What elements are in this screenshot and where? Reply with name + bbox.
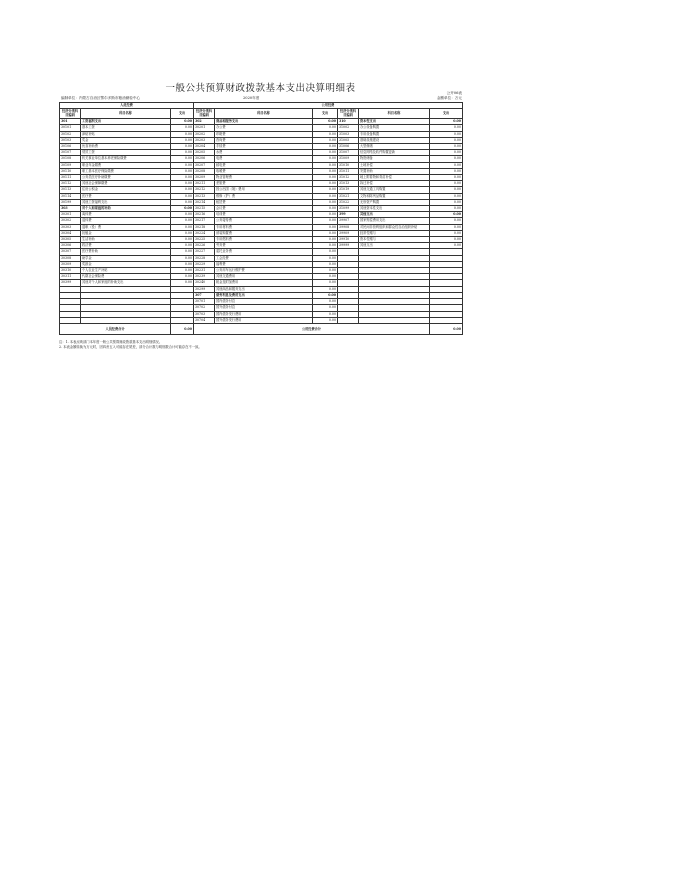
cell-code: 30702 — [194, 305, 215, 311]
cell-code: 31021 — [338, 193, 359, 199]
cell-amount: 0.00 — [171, 268, 194, 274]
cell-code: 30307 — [60, 249, 81, 255]
cell-code: 30224 — [194, 230, 215, 236]
cell-name: 办公费 — [215, 125, 313, 131]
cell-amount: 0.00 — [313, 144, 338, 150]
cell-name: 维修（护）费 — [215, 193, 313, 199]
cell-name: 会议费 — [215, 206, 313, 212]
cell-code: 30239 — [194, 274, 215, 280]
cell-code: 30240 — [194, 280, 215, 286]
cell-name: 退休费 — [81, 218, 171, 224]
cell-code: 30311 — [60, 274, 81, 280]
cell-amount: 0.00 — [171, 150, 194, 156]
cell-amount: 0.00 — [430, 181, 463, 187]
cell-amount: 0.00 — [171, 224, 194, 230]
cell-code: 30299 — [194, 286, 215, 292]
cell-name: 其他支出 — [359, 243, 430, 249]
cell-amount: 0.00 — [171, 144, 194, 150]
cell-amount: 0.00 — [313, 175, 338, 181]
cell-code: 30302 — [60, 218, 81, 224]
cell-amount: 0.00 — [313, 243, 338, 249]
cell-amount: 0.00 — [313, 193, 338, 199]
cell-name: 对个人和家庭的补助 — [81, 206, 171, 212]
cell-name: 医疗费补助 — [81, 249, 171, 255]
cell-amount: 0.00 — [313, 181, 338, 187]
cell-amount: 0.00 — [313, 119, 338, 125]
cell-amount: 0.00 — [430, 156, 463, 162]
total-row — [60, 323, 463, 334]
cell-name: 经常性赠与 — [359, 230, 430, 236]
cell-name: 物业管理费 — [215, 175, 313, 181]
cell-amount: 0.00 — [171, 181, 194, 187]
cell-code: 30212 — [194, 187, 215, 193]
cell-code: 30207 — [194, 162, 215, 168]
cell-amount: 0.00 — [171, 237, 194, 243]
cell-code: 30103 — [60, 137, 81, 143]
cell-code: 30106 — [60, 144, 81, 150]
cell-name: 机关事业单位基本养老保险缴费 — [81, 156, 171, 162]
col-code-header: 经济分类科目编码 — [338, 109, 359, 119]
cell-amount: 0.00 — [313, 286, 338, 292]
col-code-header: 经济分类科目编码 — [194, 109, 215, 119]
cell-amount: 0.00 — [313, 268, 338, 274]
cell-code: 30112 — [60, 181, 81, 187]
cell-amount: 0.00 — [313, 230, 338, 236]
cell-code: 30225 — [194, 237, 215, 243]
cell-name: 其他社会保障缴费 — [81, 181, 171, 187]
cell-amount: 0.00 — [430, 224, 463, 230]
cell-name: 奖励金 — [81, 261, 171, 267]
cell-amount: 0.00 — [430, 162, 463, 168]
cell-code: 30308 — [60, 255, 81, 261]
cell-amount: 0.00 — [313, 212, 338, 218]
cell-name: 医疗费 — [81, 193, 171, 199]
cell-code: 31006 — [338, 144, 359, 150]
cell-amount: 0.00 — [171, 212, 194, 218]
cell-code: 30213 — [194, 193, 215, 199]
table-body — [60, 119, 463, 324]
cell-code: 30304 — [60, 230, 81, 236]
cell-code: 310 — [338, 119, 359, 125]
cell-amount: 0.00 — [313, 237, 338, 243]
cell-code: 30301 — [60, 212, 81, 218]
cell-amount: 0.00 — [171, 131, 194, 137]
cell-code: 30111 — [60, 175, 81, 181]
cell-amount: 0.00 — [313, 137, 338, 143]
cell-name: 专用材料费 — [215, 224, 313, 230]
cell-name: 基本工资 — [81, 125, 171, 131]
cell-amount: 0.00 — [313, 274, 338, 280]
cell-amount: 0.00 — [430, 119, 463, 125]
cell-code: 30206 — [194, 156, 215, 162]
cell-name: 因公出国（境）费用 — [215, 187, 313, 193]
cell-name: 水费 — [215, 150, 313, 156]
cell-name: 其他资本性支出 — [359, 206, 430, 212]
cell-name: 咨询费 — [215, 137, 313, 143]
cell-name: 资本性赠与 — [359, 237, 430, 243]
cell-amount: 0.00 — [313, 168, 338, 174]
cell-name: 地上附着物和青苗补偿 — [359, 175, 430, 181]
cell-amount: 0.00 — [171, 280, 194, 286]
cell-name: 代缴社会保险费 — [81, 274, 171, 280]
cell-amount: 0.00 — [313, 162, 338, 168]
cell-name: 工资福利支出 — [81, 119, 171, 125]
cell-name: 津贴补贴 — [81, 131, 171, 137]
cell-name: 生活补助 — [81, 237, 171, 243]
cell-amount: 0.00 — [171, 162, 194, 168]
cell-name: 印刷费 — [215, 131, 313, 137]
col-name-header: 科目名称 — [215, 109, 313, 119]
cell-amount: 0.00 — [313, 187, 338, 193]
cell-name: 绩效工资 — [81, 150, 171, 156]
cell-name: 委托业务费 — [215, 249, 313, 255]
cell-name: 办公设备购置 — [359, 125, 430, 131]
footnotes — [59, 340, 462, 349]
cell-name: 奖金 — [81, 137, 171, 143]
cell-name: 债务利息及费用支出 — [215, 292, 313, 298]
year-label: 2020年度 — [243, 96, 260, 100]
form-number: 公开06表 — [446, 91, 462, 95]
cell-amount: 0.00 — [171, 193, 194, 199]
cell-code: 307 — [194, 292, 215, 298]
cell-amount: 0.00 — [313, 311, 338, 317]
cell-name: 个人农业生产补贴 — [81, 268, 171, 274]
cell-name: 邮电费 — [215, 162, 313, 168]
cell-name: 其他交通费用 — [215, 274, 313, 280]
cell-name: 其他交通工具购置 — [359, 187, 430, 193]
cell-amount: 0.00 — [171, 199, 194, 205]
cell-amount: 0.00 — [171, 243, 194, 249]
cell-code: 30110 — [60, 168, 81, 174]
cell-name: 拆迁补偿 — [359, 181, 430, 187]
cell-name: 无形资产购置 — [359, 199, 430, 205]
cell-code: 30108 — [60, 156, 81, 162]
footnote: 注：1. 本表反映部门本年度一般公共预算财政拨款基本支出明细情况。 — [59, 340, 163, 344]
cell-code: 30208 — [194, 168, 215, 174]
cell-amount: 0.00 — [430, 150, 463, 156]
cell-name: 手续费 — [215, 144, 313, 150]
cell-code: 30201 — [194, 125, 215, 131]
cell-amount: 0.00 — [430, 187, 463, 193]
cell-name: 住房公积金 — [81, 187, 171, 193]
cell-amount: 0.00 — [313, 249, 338, 255]
cell-code: 39999 — [338, 243, 359, 249]
cell-name: 其他工资福利支出 — [81, 199, 171, 205]
cell-amount: 0.00 — [430, 230, 463, 236]
cell-name: 劳务费 — [215, 243, 313, 249]
cell-amount: 0.00 — [313, 299, 338, 305]
cell-amount: 0.00 — [430, 199, 463, 205]
cell-amount: 0.00 — [430, 168, 463, 174]
cell-name: 国内债务付息 — [215, 299, 313, 305]
col-name-header: 科目名称 — [81, 109, 171, 119]
cell-code: 30107 — [60, 150, 81, 156]
cell-code: 30204 — [194, 144, 215, 150]
cell-code: 303 — [60, 206, 81, 212]
cell-name: 退职（役）费 — [81, 224, 171, 230]
cell-name: 抚恤金 — [81, 230, 171, 236]
cell-name: 文物和陈列品购置 — [359, 193, 430, 199]
cell-amount: 0.00 — [313, 206, 338, 212]
cell-amount: 0.00 — [171, 230, 194, 236]
cell-name: 助学金 — [81, 255, 171, 261]
cell-code: 30205 — [194, 150, 215, 156]
cell-name: 培训费 — [215, 212, 313, 218]
cell-amount: 0.00 — [313, 199, 338, 205]
cell-code: 31013 — [338, 181, 359, 187]
cell-name: 差旅费 — [215, 181, 313, 187]
cell-name: 离休费 — [81, 212, 171, 218]
cell-amount: 0.00 — [430, 193, 463, 199]
cell-code: 399 — [338, 212, 359, 218]
cell-code: 30216 — [194, 212, 215, 218]
cell-amount: 0.00 — [171, 274, 194, 280]
cell-code: 30215 — [194, 206, 215, 212]
cell-code: 39909 — [338, 230, 359, 236]
cell-name: 国外债务付息 — [215, 305, 313, 311]
expenditure-table — [59, 102, 463, 335]
cell-amount: 0.00 — [313, 305, 338, 311]
footnote: 2. 本表金额转换为万元时，因四舍五入可能存在尾差，部分合计数与明细数合计可能存在不一致。 — [59, 344, 202, 349]
personnel-total-label: 人员经费合计 — [60, 323, 171, 334]
col-name-header: 科目名称 — [359, 109, 430, 119]
cell-name: 租赁费 — [215, 199, 313, 205]
cell-name: 救济费 — [81, 243, 171, 249]
cell-code: 30214 — [194, 199, 215, 205]
cell-name: 其他支出 — [359, 212, 430, 218]
cell-amount: 0.00 — [171, 261, 194, 267]
cell-code: 31007 — [338, 150, 359, 156]
cell-amount: 0.00 — [313, 255, 338, 261]
cell-amount: 0.00 — [313, 224, 338, 230]
cell-amount: 0.00 — [430, 175, 463, 181]
cell-code: 39908 — [338, 224, 359, 230]
cell-name: 其他对个人和家庭的补助支出 — [81, 280, 171, 286]
cell-amount: 0.00 — [171, 187, 194, 193]
cell-name: 专用燃料费 — [215, 237, 313, 243]
cell-name: 国外债务发行费用 — [215, 317, 313, 323]
cell-amount: 0.00 — [313, 156, 338, 162]
cell-amount: 0.00 — [313, 261, 338, 267]
cell-amount: 0.00 — [430, 237, 463, 243]
cell-amount: 0.00 — [171, 156, 194, 162]
cell-name: 基础设施建设 — [359, 137, 430, 143]
cell-code: 30309 — [60, 261, 81, 267]
cell-code: 30306 — [60, 243, 81, 249]
personnel-total-value: 0.00 — [171, 323, 194, 334]
cell-amount: 0.00 — [171, 168, 194, 174]
cell-amount: 0.00 — [313, 280, 338, 286]
group-personnel-header: 人员经费 — [60, 103, 194, 109]
cell-name: 职业年金缴费 — [81, 162, 171, 168]
cell-code: 30114 — [60, 193, 81, 199]
cell-name: 公务员医疗补助缴费 — [81, 175, 171, 181]
cell-amount: 0.00 — [171, 137, 194, 143]
cell-amount: 0.00 — [313, 131, 338, 137]
cell-amount: 0.00 — [430, 206, 463, 212]
cell-code: 31099 — [338, 206, 359, 212]
cell-name: 伙食补助费 — [81, 144, 171, 150]
public-total-label: 公用经费合计 — [194, 323, 430, 334]
cell-amount: 0.00 — [171, 119, 194, 125]
cell-name: 福利费 — [215, 261, 313, 267]
cell-code: 302 — [194, 119, 215, 125]
cell-name: 公务用车运行维护费 — [215, 268, 313, 274]
cell-code: 39910 — [338, 237, 359, 243]
cell-name: 大型修缮 — [359, 144, 430, 150]
cell-code: 30228 — [194, 255, 215, 261]
cell-code: 30211 — [194, 181, 215, 187]
cell-code: 30227 — [194, 249, 215, 255]
cell-amount: 0.00 — [171, 218, 194, 224]
cell-name: 国家赔偿费用支出 — [359, 218, 430, 224]
group-public-header: 公用经费 — [194, 103, 463, 109]
cell-name: 土地补偿 — [359, 162, 430, 168]
report-title: 一般公共预算财政拨款基本支出决算明细表 — [165, 83, 356, 94]
col-amount-header: 支出 — [430, 109, 463, 119]
cell-code: 31022 — [338, 199, 359, 205]
cell-code: 30704 — [194, 317, 215, 323]
col-code-header: 经济分类科目编码 — [60, 109, 81, 119]
cell-code: 31009 — [338, 156, 359, 162]
cell-amount: 0.00 — [313, 218, 338, 224]
cell-name: 物资储备 — [359, 156, 430, 162]
cell-amount: 0.00 — [171, 249, 194, 255]
cell-code: 30303 — [60, 224, 81, 230]
cell-code: 30202 — [194, 131, 215, 137]
cell-name: 对民间非营利组织和群众性自治组织补贴 — [359, 224, 430, 230]
cell-amount: 0.00 — [430, 243, 463, 249]
cell-code: 30229 — [194, 261, 215, 267]
cell-amount: 0.00 — [430, 212, 463, 218]
cell-amount: 0.00 — [313, 317, 338, 323]
cell-code: 30209 — [194, 175, 215, 181]
cell-amount: 0.00 — [430, 137, 463, 143]
cell-code: 30113 — [60, 187, 81, 193]
cell-code: 30102 — [60, 131, 81, 137]
cell-amount: 0.00 — [171, 255, 194, 261]
public-total-value: 0.00 — [430, 323, 463, 334]
cell-amount: 0.00 — [430, 218, 463, 224]
cell-amount: 0.00 — [313, 150, 338, 156]
cell-amount: 0.00 — [313, 125, 338, 131]
cell-name: 其他商品和服务支出 — [215, 286, 313, 292]
cell-name: 信息网络及软件购置更新 — [359, 150, 430, 156]
cell-code: 30703 — [194, 311, 215, 317]
cell-code: 31003 — [338, 131, 359, 137]
cell-name: 职工基本医疗保险缴费 — [81, 168, 171, 174]
cell-name: 商品和服务支出 — [215, 119, 313, 125]
cell-code: 30226 — [194, 243, 215, 249]
cell-name: 税金及附加费用 — [215, 280, 313, 286]
currency-label: 金额单位：万元 — [436, 96, 462, 100]
cell-code: 30199 — [60, 199, 81, 205]
cell-name: 安置补助 — [359, 168, 430, 174]
cell-code: 30101 — [60, 125, 81, 131]
cell-amount: 0.00 — [313, 292, 338, 298]
cell-code: 31002 — [338, 125, 359, 131]
cell-code: 39907 — [338, 218, 359, 224]
cell-code: 30305 — [60, 237, 81, 243]
cell-name: 电费 — [215, 156, 313, 162]
col-amount-header: 支出 — [313, 109, 338, 119]
cell-name: 被装购置费 — [215, 230, 313, 236]
cell-code: 30109 — [60, 162, 81, 168]
cell-code: 30203 — [194, 137, 215, 143]
cell-code: 30217 — [194, 218, 215, 224]
cell-code: 31005 — [338, 137, 359, 143]
cell-code: 30310 — [60, 268, 81, 274]
cell-amount: 0.00 — [171, 206, 194, 212]
unit-label: 编制单位：内蒙古自治区鄂尔多斯市粮油储检中心 — [61, 96, 141, 100]
cell-code: 31010 — [338, 162, 359, 168]
col-amount-header: 支出 — [171, 109, 194, 119]
cell-name: 公务接待费 — [215, 218, 313, 224]
cell-code: 30399 — [60, 280, 81, 286]
cell-code: 31019 — [338, 187, 359, 193]
cell-code: 31012 — [338, 175, 359, 181]
cell-code: 301 — [60, 119, 81, 125]
cell-name: 取暖费 — [215, 168, 313, 174]
cell-name: 国内债务发行费用 — [215, 311, 313, 317]
cell-code: 30231 — [194, 268, 215, 274]
cell-amount: 0.00 — [171, 175, 194, 181]
cell-amount: 0.00 — [171, 125, 194, 131]
cell-code: 30218 — [194, 224, 215, 230]
cell-name: 资本性支出 — [359, 119, 430, 125]
cell-code: 30701 — [194, 299, 215, 305]
cell-amount: 0.00 — [430, 131, 463, 137]
cell-code: 31011 — [338, 168, 359, 174]
cell-name: 专用设备购置 — [359, 131, 430, 137]
cell-name: 工会经费 — [215, 255, 313, 261]
cell-amount: 0.00 — [430, 125, 463, 131]
cell-amount: 0.00 — [430, 144, 463, 150]
